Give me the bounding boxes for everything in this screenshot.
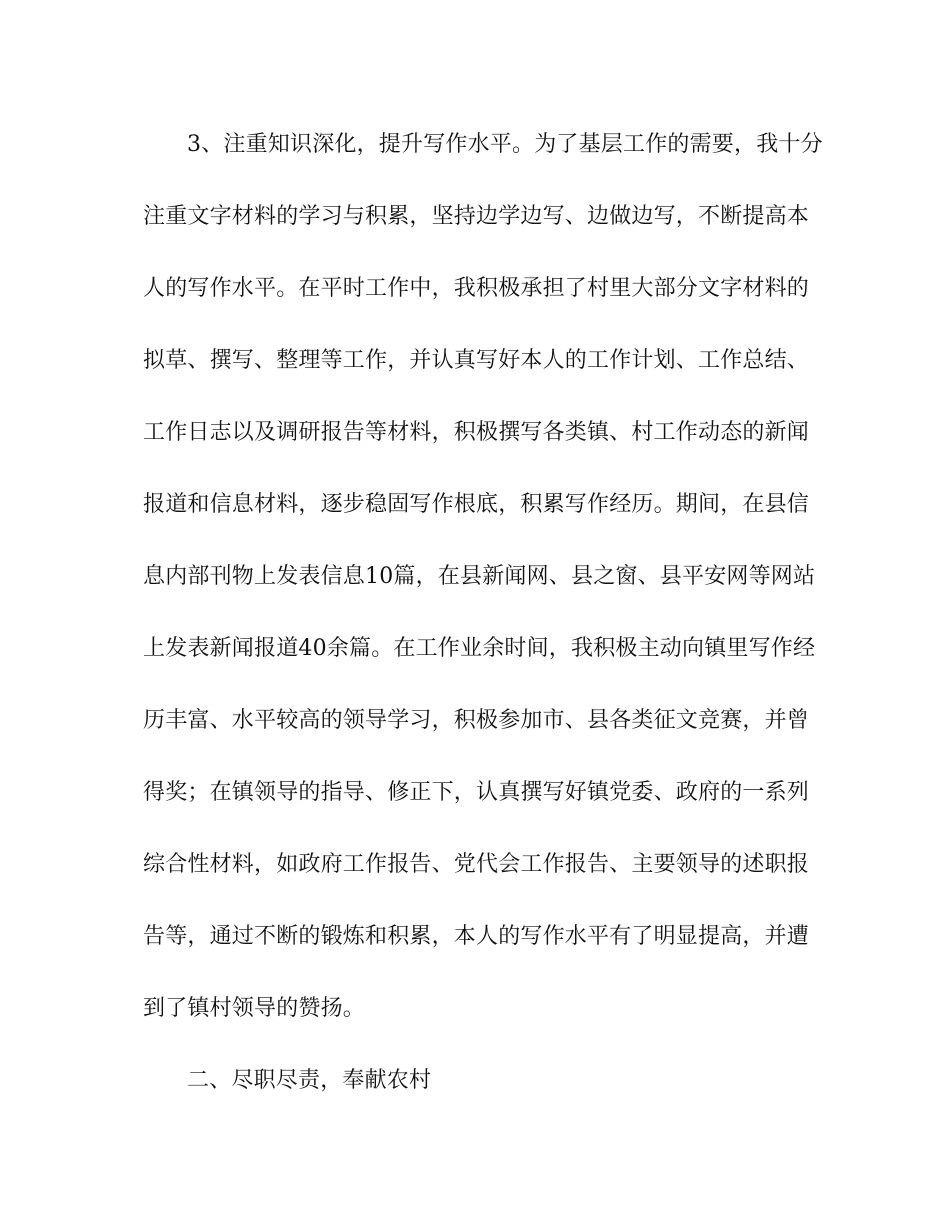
paragraph-line-9: 历丰富、水平较高的领导学习，积极参加市、县各类征文竞赛，并曾 (143, 708, 810, 733)
paragraph-line-3: 人的写作水平。在平时工作中，我积极承担了村里大部分文字材料的 (143, 276, 810, 301)
paragraph-line-10: 得奖；在镇领导的指导、修正下，认真撰写好镇党委、政府的一系列 (143, 780, 810, 805)
paragraph-line-4: 拟草、撰写、整理等工作，并认真写好本人的工作计划、工作总结、 (143, 348, 810, 373)
section-heading: 二、尽职尽责，奉献农村 (187, 1068, 432, 1093)
paragraph-line-2: 注重文字材料的学习与积累，坚持边学边写、边做边写，不断提高本 (143, 204, 810, 229)
paragraph-line-5: 工作日志以及调研报告等材料，积极撰写各类镇、村工作动态的新闻 (143, 420, 810, 445)
paragraph-line-7: 息内部刊物上发表信息10篇，在县新闻网、县之窗、县平安网等网站 (143, 564, 816, 589)
paragraph-line-11: 综合性材料，如政府工作报告、党代会工作报告、主要领导的述职报 (143, 852, 810, 877)
paragraph-line-8: 上发表新闻报道40余篇。在工作业余时间，我积极主动向镇里写作经 (143, 636, 816, 661)
paragraph-line-13: 到了镇村领导的赞扬。 (143, 996, 366, 1021)
paragraph-line-6: 报道和信息材料，逐步稳固写作根底，积累写作经历。期间，在县信 (143, 492, 810, 517)
paragraph-line-12: 告等，通过不断的锻炼和积累，本人的写作水平有了明显提高，并遭 (143, 924, 810, 949)
paragraph-line-1: 3、注重知识深化，提升写作水平。为了基层工作的需要，我十分 (187, 132, 823, 157)
